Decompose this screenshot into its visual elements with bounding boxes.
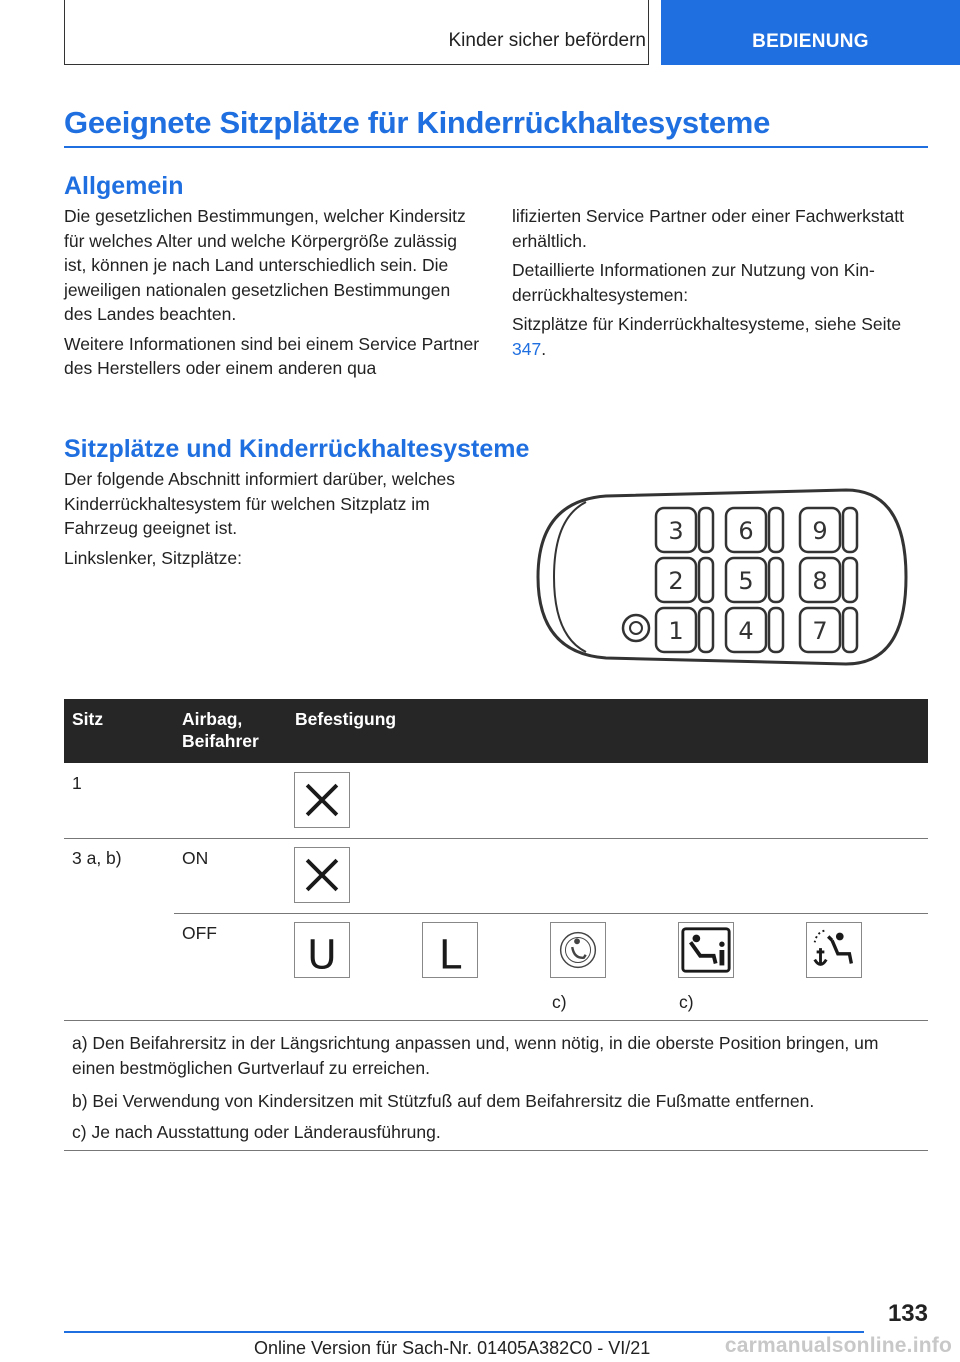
seat-number-label: 4 (738, 617, 754, 645)
seat-number-label: 7 (812, 617, 828, 645)
table-row-seat: 1 (72, 773, 82, 793)
footnote-a: a) Den Beifahrersitz in der Längsrichtung anpassen und, wenn nötig, in die oberste Position bringen, um einen bestmöglichen Gurtverlauf zu erreichen. (72, 1033, 879, 1078)
child-seat-info-icon (678, 922, 734, 978)
col-header-seat: Sitz (72, 709, 104, 729)
seat-position-diagram (536, 488, 908, 666)
footnote-b: b) Bei Verwendung von Kindersitzen mit Stützfuß auf dem Beifahrersitz die Fußmatte entfernen. (72, 1091, 815, 1111)
chapter-tab[interactable]: BEDIENUNG (661, 0, 960, 65)
title-divider (64, 146, 928, 148)
not-allowed-icon (294, 847, 350, 903)
table-row-seat: 3 a, b) (72, 848, 122, 868)
seats-text (64, 467, 484, 575)
svg-text:U: U (307, 930, 337, 977)
not-allowed-icon (294, 772, 350, 828)
footnote-divider (64, 1150, 928, 1151)
footer-divider (64, 1331, 864, 1333)
general-paragraph-5: Sitzplätze für Kinderrückhaltesysteme, siehe Seite 347. (512, 314, 902, 359)
vehicle-specific-category-icon (422, 922, 478, 978)
seats-label: Linkslenker, Sitzplätze: (64, 547, 243, 568)
steering-wheel-hub-icon (630, 622, 642, 634)
table-divider (174, 913, 928, 914)
general-paragraph-2: Weitere Informationen sind bei einem Service Partner des Herstellers oder einem anderen qua (64, 333, 480, 378)
general-paragraph-3: lifizierten Service Partner oder einer Fachwerkstatt erhältlich. (512, 206, 904, 251)
page-link[interactable]: 347 (512, 338, 542, 359)
watermark: carmanualsonline.info (724, 1334, 952, 1357)
general-paragraph-4: Detaillierte Informationen zur Nutzung von Kinderrückhaltesystemen: (512, 260, 875, 305)
section-title: Kinder sicher befördern (448, 30, 646, 51)
table-header (64, 699, 928, 763)
icon-footnote-ref: c) (679, 992, 694, 1012)
seats-paragraph: Der folgende Abschnitt informiert darüber, welches Kinderrückhaltesystem für welchen Sitzplatz im Fahrzeug geeignet ist. (64, 469, 456, 538)
table-divider (64, 838, 928, 839)
vehicle-outline (538, 490, 906, 664)
general-left-column (64, 204, 482, 386)
table-divider (64, 1020, 928, 1021)
icon-footnote-ref: c) (552, 992, 567, 1012)
vehicle-front-line (554, 502, 586, 652)
child-seat-anchor-icon (806, 922, 862, 978)
seat-number-label: 8 (812, 567, 828, 595)
online-version-note: Online Version für Sach-Nr. 01405A382C0 - VI/21 (254, 1338, 651, 1358)
table-row-airbag: OFF (182, 923, 217, 943)
universal-category-icon (294, 922, 350, 978)
page-title: Geeignete Sitzplätze für Kinderrückhaltesysteme (64, 105, 771, 140)
seat-number-label: 2 (668, 567, 684, 595)
heading-general: Allgemein (64, 172, 184, 200)
general-paragraph-1: Die gesetzlichen Bestimmungen, welcher Kindersitz für welches Alter und welche Körpergröße zulässig ist, können je nach Land unterschiedlich sein. Die jeweiligen nationalen gesetzlichen Bestimmungen des Landes beachten. (64, 206, 466, 324)
seat-number-label: 5 (738, 567, 754, 595)
page-number: 133 (887, 1300, 928, 1327)
seat-number-label: 6 (738, 517, 754, 545)
seat-number-label: 1 (668, 617, 684, 645)
seat-number-label: 9 (812, 517, 828, 545)
col-header-mount: Befestigung (295, 709, 397, 729)
col-header-airbag: Airbag, Beifahrer (182, 709, 259, 751)
child-seat-sensor-icon (550, 922, 606, 978)
steering-wheel-icon (623, 615, 649, 641)
footnote-c: c) Je nach Ausstattung oder Länderausführung. (72, 1122, 441, 1142)
general-right-column (512, 204, 928, 366)
table-row-airbag: ON (182, 848, 209, 868)
svg-text:L: L (438, 930, 462, 977)
heading-seats: Sitzplätze und Kinderrückhaltesysteme (64, 435, 530, 463)
seat-number-label: 3 (668, 517, 684, 545)
